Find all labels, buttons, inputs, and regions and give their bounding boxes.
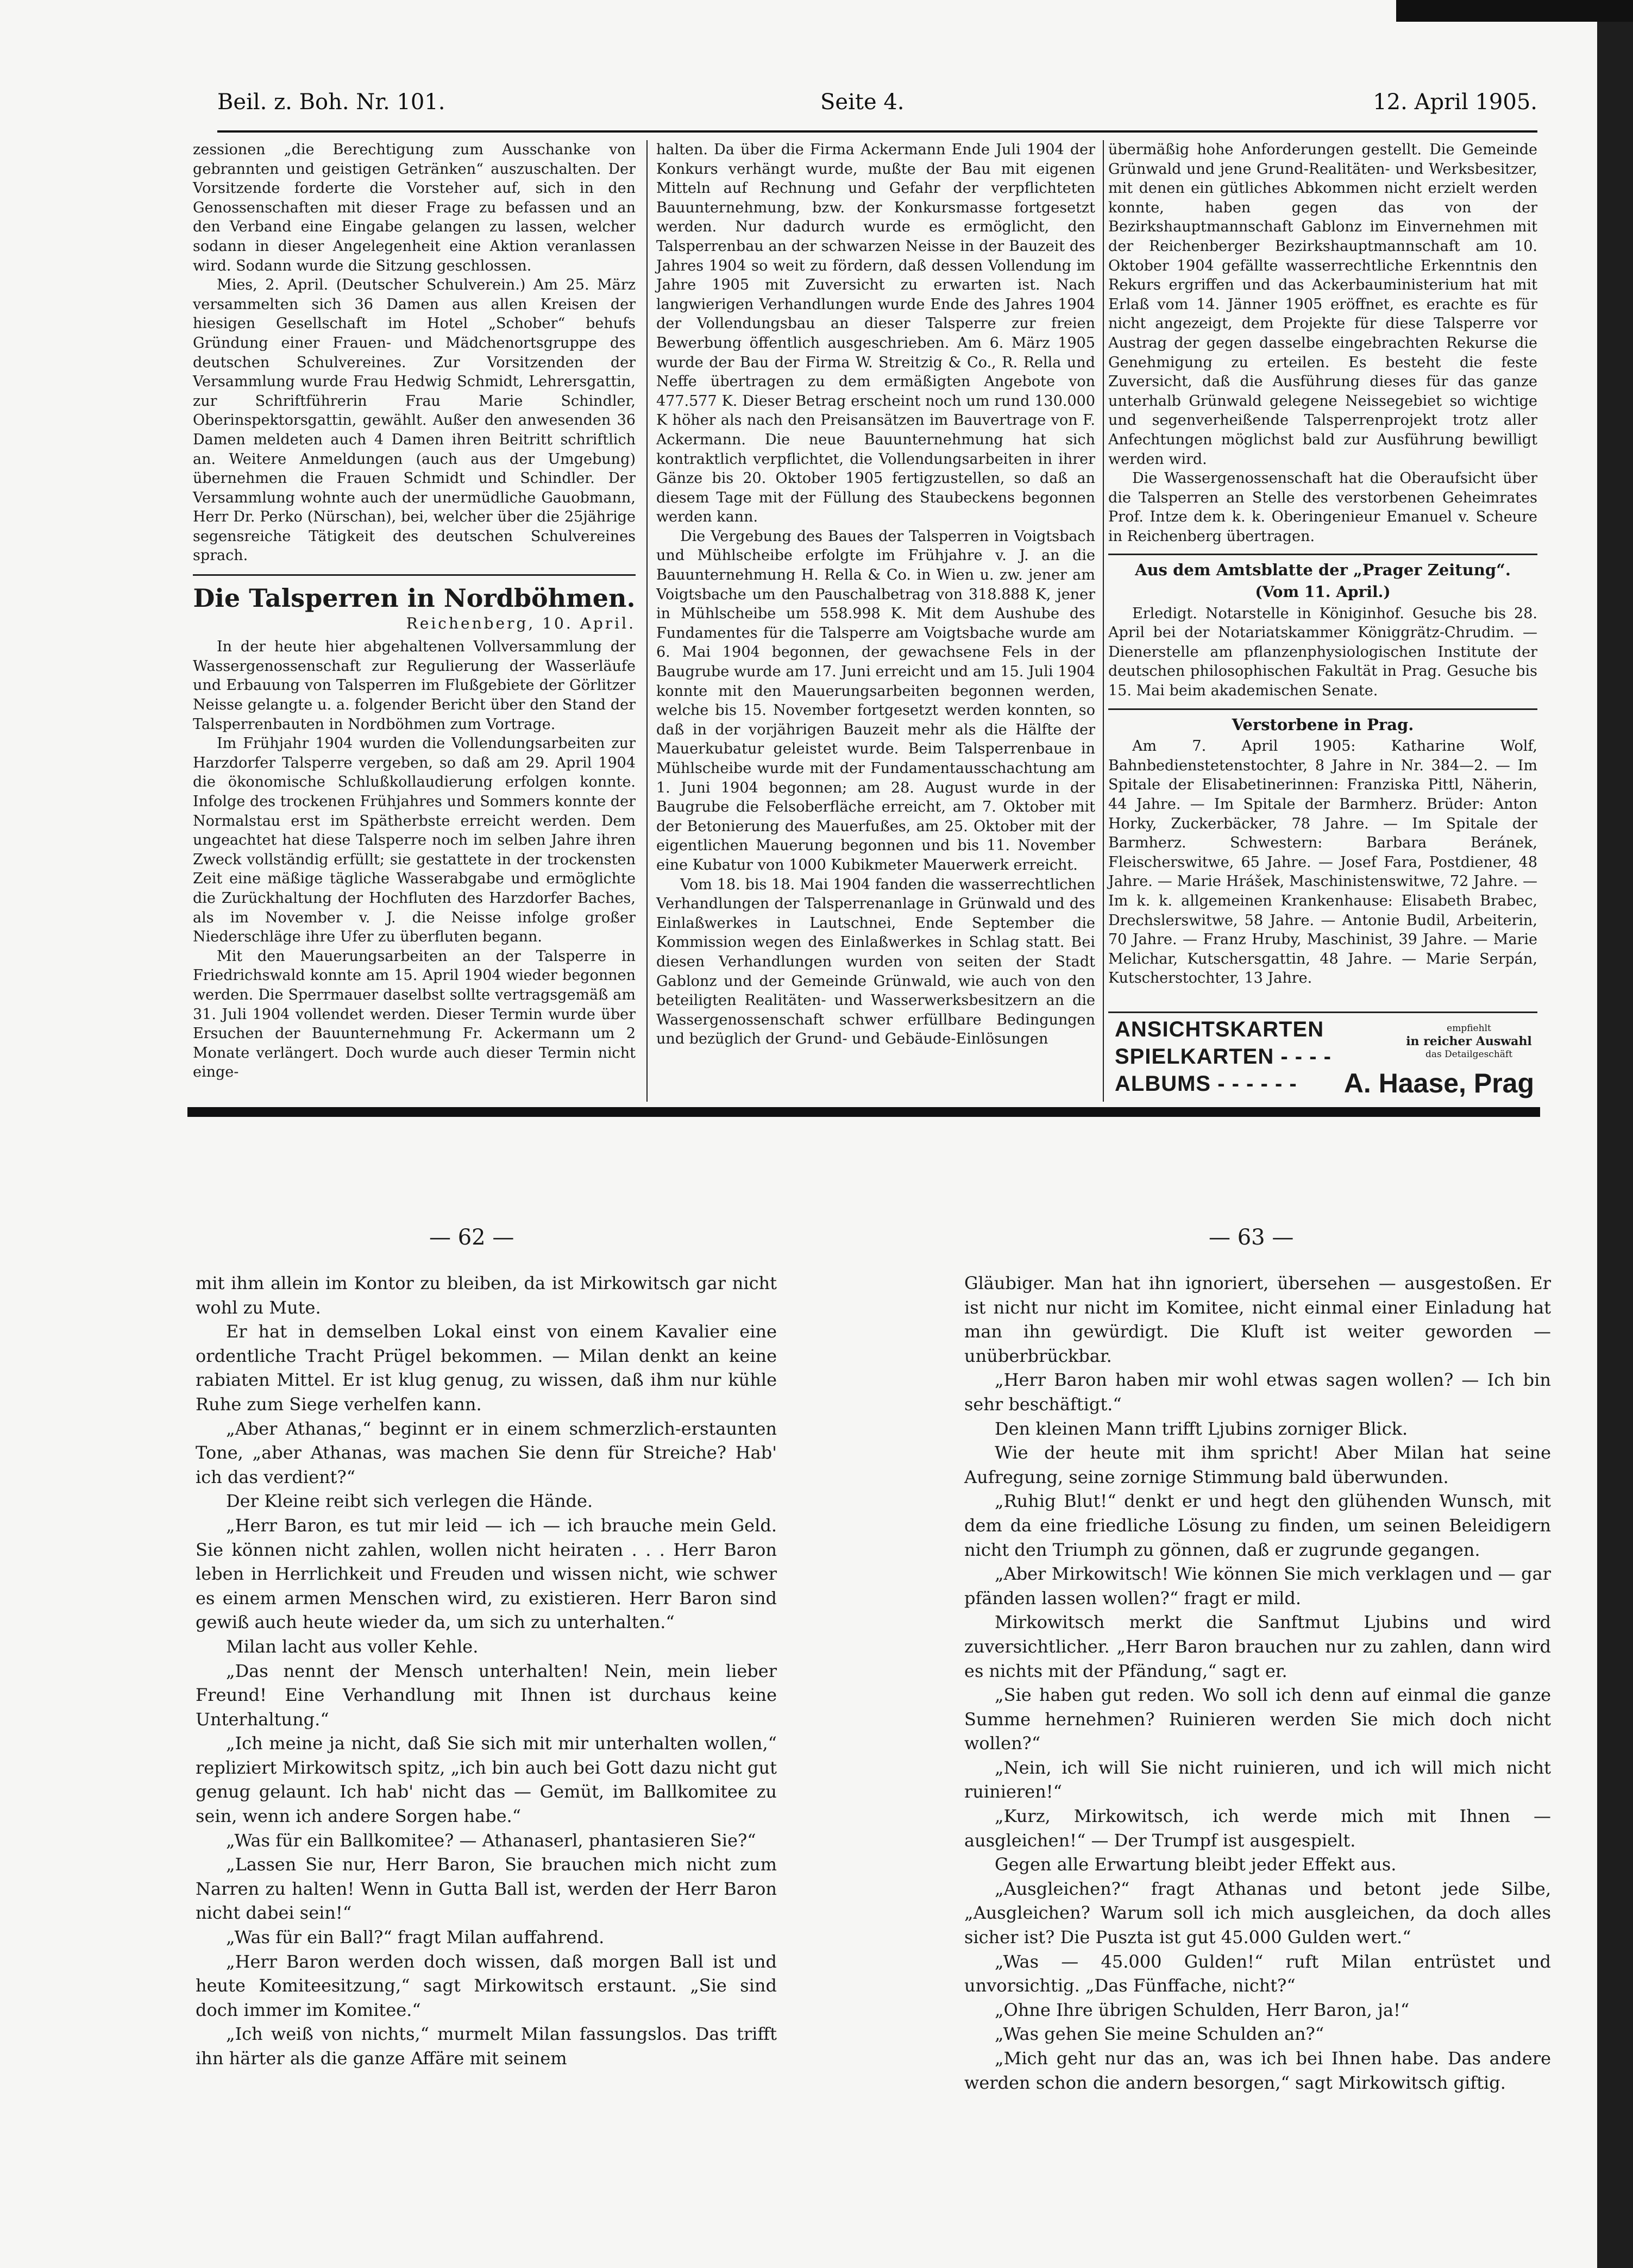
page-number-right: — 63 — [1209,1225,1294,1250]
ad-brand: A. Haase, Prag [1343,1068,1534,1098]
paragraph: „Herr Baron, es tut mir leid — ich — ich brauche mein Geld. Sie können nicht zahlen, wollen nicht heiraten . . . Herr Baron leben in Herrlichkeit und Freuden und wissen nicht, wie schwer es einem armen Menschen wird, zu existieren. Herr Baron sind gewiß auch heute wieder da, um sich zu unterhalten.“ [196,1515,777,1633]
paragraph: „Was für ein Ballkomitee? — Athanaserl, phantasieren Sie?“ [226,1830,756,1851]
paragraph: „Ruhig Blut!“ denkt er und hegt den glühenden Wunsch, mit dem da eine friedliche Lösung zu finden, um seinen Beleidigern nicht den Triumph zu gönnen, daß er zugrunde gegangen. [964,1491,1551,1560]
serial-novel-left [196,1271,777,2071]
paragraph: „Was für ein Ball?“ fragt Milan auffahrend. [226,1927,605,1948]
paragraph: „Nein, ich will Sie nicht ruinieren, und ich will mich nicht ruinieren!“ [964,1757,1551,1802]
column-divider [1103,140,1104,1102]
paragraph: Erledigt. Notarstelle in Königinhof. Gesuche bis 28. April bei der Notariatskammer Königgrätz-Chrudim. — Dienerstelle am pflanzenphysiologischen Institute der deutschen philosophischen Fakultät in Prag. Gesuche bis 15. Mai beim akademischen Senate. [1108,605,1537,700]
paragraph: „Ich meine ja nicht, daß Sie sich mit mir unterhalten wollen,“ repliziert Mirkowitsch spitz, „ich bin auch bei Gott dazu nicht gut genug gelaunt. Ich hab' nicht das — Gemüt, im Ballkomitee zu sein, wenn ich andere Sorgen habe.“ [196,1733,777,1827]
divider [193,574,636,576]
paragraph: „Was gehen Sie meine Schulden an?“ [995,2024,1324,2045]
serial-novel-right [964,1271,1551,2095]
ad-line: SPIELKARTEN - - - - [1115,1045,1331,1069]
column-1 [193,140,636,1082]
page-header [217,90,1537,122]
paragraph: Vom 18. bis 18. Mai 1904 fanden die wasserrechtlichen Verhandlungen der Talsperrenanlage in Grünwald und des Einlaßwerkes in Lautschnei, Ende September die Kommission wegen des Einlaßwerkes in Schlag statt. Bei diesen Verhandlungen wurden von seiten der Stadt Gablonz und der Gemeinde Grünwald, wie auch von den beteiligten Realitäten- und Wasserwerksbesitzern an die Wassergenossenschaft schwer erfüllbare Bedingungen und bezüglich der Grund- und Gebäude-Einlösungen [656,876,1095,1048]
paragraph: Die Vergebung des Baues der Talsperren in Voigtsbach und Mühlscheibe erfolgte im Frühjahre v. J. an die Bauunternehmung H. Rella & Co. in Wien u. zw. jener am Voigtsbache um den Pauschalbetrag von 318.888 K, jener in Mühlscheibe um 558.998 K. Mit dem Aushube des Fundamentes für die Talsperre am Voigtsbache wurde am 6. Mai 1904 begonnen, der gewachsene Fels in der Baugrube wurde am 17. Juni erreicht und am 15. Juli 1904 konnte mit den Mauerungsarbeiten begonnen werden, welche bis 15. November fortgesetzt werden konnten, so daß in der vorjährigen Bauzeit mehr als die Hälfte der Mauerkubatur geleistet wurde. Beim Talsperrenbaue in Mühlscheibe wurde mit der Fundamentausschachtung am 1. Juni 1904 begonnen; am 28. August wurde in der Baugrube die Felsoberfläche erreicht, am 7. Oktober mit der Betonierung des Mauerfußes, am 25. Oktober mit der eigentlichen Mauerung begonnen und bis 11. November eine Kubatur von 1000 Kubikmeter Mauerwerk erreicht. [656,527,1095,874]
section-heading: Verstorbene in Prag. [1108,708,1537,735]
paragraph: Er hat in demselben Lokal einst von einem Kavalier eine ordentliche Tracht Prügel bekommen. — Milan denkt an keine rabiaten Mittel. Er ist klug genug, zu wissen, daß ihm nur kühle Ruhe zum Siege verhelfen kann. [196,1321,777,1415]
paragraph: Der Kleine reibt sich verlegen die Hände. [226,1491,593,1512]
header-rule [217,130,1537,133]
paragraph: Am 7. April 1905: Katharine Wolf, Bahnbedienstetenstochter, 8 Jahre in Nr. 384—2. — Im Spitale der Elisabetinerinnen: Franziska Pittl, Näherin, 44 Jahre. — Im Spitale der Barmherz. Brüder: Anton Horky, Zuckerbäcker, 78 Jahre. — Im Spitale der Barmherz. Schwestern: Barbara Beránek, Fleischerswitwe, 65 Jahre. — Josef Fara, Postdiener, 48 Jahre. — Marie Hrášek, Maschinistenswitwe, 72 Jahre. — Im k. k. allgemeinen Krankenhause: Elisabeth Brabec, Drechslerswitwe, 58 Jahre. — Antonie Budil, Arbeiterin, 70 Jahre. — Franz Hruby, Maschinist, 39 Jahre. — Marie Melichar, Kutschersgattin, 48 Jahre. — Marie Serpán, Kutscherstochter, 13 Jahre. [1108,738,1537,987]
advertisement [1108,1012,1537,1100]
paragraph: „Herr Baron haben mir wohl etwas sagen wollen? — Ich bin sehr beschäftigt.“ [964,1369,1551,1415]
paragraph: Im Frühjahr 1904 wurden die Vollendungsarbeiten zur Harzdorfer Talsperre vergeben, so daß am 29. April 1904 die ökonomische Schlußkollaudierung erfolgen konnte. Infolge des trockenen Frühjahres und Sommers konnte der Normalstau erst im Spätherbste erreicht werden. Dem ungeachtet hat diese Talsperre noch im selben Jahre ihren Zweck vollständig erfüllt; sie gestattete in der trockensten Zeit eine mäßige tägliche Wasserabgabe und ermöglichte die Zurückhaltung der Hochfluten des Harzdorfer Baches, als im November v. J. die Neisse infolge großer Niederschläge ihre Ufer zu überfluten begann. [193,735,636,946]
paragraph: Mies, 2. April. (Deutscher Schulverein.) Am 25. März versammelten sich 36 Damen aus allen Kreisen der hiesigen Gesellschaft im Hotel „Schober“ behufs Gründung einer Frauen- und Mädchenortsgruppe des deutschen Schulvereines. Zur Vorsitzenden der Versammlung wurde Frau Hedwig Schmidt, Lehrersgattin, zur Schriftführerin Frau Marie Schindler, Oberinspektorsgattin, gewählt. Außer den anwesenden 36 Damen meldeten auch 4 Damen ihren Beitritt schriftlich an. Weitere Anmeldungen (auch aus der Umgebung) übernehmen die Frauen Schmidt und Schindler. Der Versammlung wohnte auch der unermüdliche Gauobmann, Herr Dr. Perko (Nürschan), bei, welcher über die 25jährige segensreiche Tätigkeit des deutschen Schulvereines sprach. [193,277,636,564]
section-rule [187,1107,1540,1117]
scan-edge [1597,0,1633,2268]
paragraph: „Aber Athanas,“ beginnt er in einem schmerzlich-erstaunten Tone, „aber Athanas, was machen Sie denn für Streiche? Hab' ich das verdient?“ [196,1418,777,1487]
header-date: 12. April 1905. [1373,90,1537,115]
paragraph: In der heute hier abgehaltenen Vollversammlung der Wassergenossenschaft zur Regulierung der Wasserläufe und Erbauung von Talsperren im Flußgebiete der Görlitzer Neisse gelangte u. a. folgender Bericht über den Stand der Talsperrenbauten in Nordböhmen zum Vortrage. [193,638,636,733]
paragraph: „Ich weiß von nichts,“ murmelt Milan fassungslos. Das trifft ihn härter als die ganze Affäre mit seinem [196,2024,777,2069]
paragraph: Gegen alle Erwartung bleibt jeder Effekt aus. [995,1854,1397,1875]
paragraph: „Ohne Ihre übrigen Schulden, Herr Baron, ja!“ [995,1999,1410,2020]
paragraph: „Sie haben gut reden. Wo soll ich denn auf einmal die ganze Summe hernehmen? Ruinieren werden Sie mich doch nicht wollen?“ [964,1685,1551,1754]
ad-rec-line: in reicher Auswahl [1406,1034,1532,1048]
paragraph: Den kleinen Mann trifft Ljubins zorniger Blick. [995,1418,1408,1439]
dateline: Reichenberg, 10. April. [406,614,636,632]
paragraph: übermäßig hohe Anforderungen gestellt. Die Gemeinde Grünwald und jene Grund-Realitäten- und Werksbesitzer, mit denen ein gütliches Abkommen nicht erzielt werden konnte, haben gegen das von der Bezirkshauptmannschaft Gablonz im Einvernehmen mit der Reichenberger Bezirkshauptmannschaft am 10. Oktober 1904 gefällte wasserrechtliche Erkenntnis den Rekurs ergriffen und das Ackerbauministerium hat mit Erlaß vom 14. Jänner 1905 eröffnet, es erachte es für nicht angezeigt, dem Projekte für diese Talsperre vor Austrag der gegen dasselbe eingebrachten Rekurse die Genehmigung zu erteilen. Es besteht die feste Zuversicht, daß die Ausführung dieses für das ganze unterhalb Grünwald gelegene Neissegebiet so wichtige und segenverheißende Talsperrenprojekt trotz aller Anfechtungen möglichst bald zur Ausführung bewilligt werden wird. [1108,141,1537,468]
section-subheading: (Vom 11. April.) [1255,583,1391,601]
paragraph: „Lassen Sie nur, Herr Baron, Sie brauchen mich nicht zum Narren zu halten! Wenn in Gutta Ball ist, werden der Herr Baron nicht dabei sein!“ [196,1854,777,1924]
header-page: Seite 4. [820,90,905,115]
paragraph: „Mich geht nur das an, was ich bei Ihnen habe. Das andere werden schon die andern besorgen,“ sagt Mirkowitsch giftig. [964,2048,1551,2093]
header-supplement: Beil. z. Boh. Nr. 101. [217,90,445,115]
paragraph: Die Wassergenossenschaft hat die Oberaufsicht über die Talsperren an Stelle des verstorbenen Geheimrates Prof. Intze dem k. k. Oberingenieur Emanuel v. Scheure in Reichenberg übertragen. [1108,470,1537,545]
paragraph: „Ausgleichen?“ fragt Athanas und betont jede Silbe, „Ausgleichen? Warum soll ich mich ausgleichen, da doch alles sicher ist? Die Puszta ist gut 45.000 Gulden wert.“ [964,1878,1551,1948]
paragraph: „Das nennt der Mensch unterhalten! Nein, mein lieber Freund! Eine Verhandlung mit Ihnen ist durchaus keine Unterhaltung.“ [196,1660,777,1730]
scan-edge [1396,0,1633,22]
paragraph: „Aber Mirkowitsch! Wie können Sie mich verklagen und — gar pfänden lassen wollen?“ fragt er mild. [964,1563,1551,1609]
ad-rec-line: das Detailgeschäft [1425,1049,1513,1060]
ad-recommendation [1404,1022,1534,1061]
article-title: Die Talsperren in Nordböhmen. [193,583,636,613]
column-2 [656,140,1095,1049]
paragraph: Milan lacht aus voller Kehle. [226,1636,479,1657]
paragraph: Wie der heute mit ihm spricht! Aber Milan hat seine Aufregung, seine zornige Stimmung bald überwunden. [964,1442,1551,1487]
paragraph: mit ihm allein im Kontor zu bleiben, da ist Mirkowitsch gar nicht wohl zu Mute. [196,1273,777,1318]
paragraph: Mirkowitsch merkt die Sanftmut Ljubins und wird zuversichtlicher. „Herr Baron brauchen nur zu zahlen, dann wird es nichts mit der Pfändung,“ sagt er. [964,1612,1551,1681]
ad-rec-line: empfiehlt [1447,1023,1491,1034]
section-heading: Aus dem Amtsblatte der „Prager Zeitung“. [1108,554,1537,580]
paragraph: „Herr Baron werden doch wissen, daß morgen Ball ist und heute Komiteesitzung,“ sagt Mirkowitsch erstaunt. „Sie sind doch immer im Komitee.“ [196,1951,777,2020]
ad-line: ALBUMS - - - - - - [1115,1072,1297,1096]
paragraph: Mit den Mauerungsarbeiten an der Talsperre in Friedrichswald konnte am 15. April 1904 wieder begonnen werden. Die Sperrmauer daselbst sollte vertragsgemäß am 31. Juli 1904 vollendet werden. Dieser Termin wurde über Ersuchen der Bauunternehmung Fr. Ackermann um 2 Monate verlängert. Doch wurde auch dieser Termin nicht einge- [193,947,636,1081]
page-number-left: — 62 — [429,1225,514,1250]
paragraph: zessionen „die Berechtigung zum Ausschanke von gebrannten und geistigen Getränken“ auszuschalten. Der Vorsitzende forderte die Vorsteher auf, sich in den Genossenschaften mit dieser Frage zu befassen und an den Verband eine Eingabe gelangen zu lassen, welcher sodann in dieser Angelegenheit eine Aktion veranlassen wird. Sodann wurde die Sitzung geschlossen. [193,141,636,274]
paragraph: halten. Da über die Firma Ackermann Ende Juli 1904 der Konkurs verhängt wurde, mußte der Bau mit eigenen Mitteln auf Rechnung und Gefahr der verpflichteten Bauunternehmung, bzw. der Konkursmasse fortgesetzt werden. Nur dadurch wurde es ermöglicht, den Talsperrenbau an der schwarzen Neisse in der Bauzeit des Jahres 1904 so weit zu fördern, daß dessen Vollendung im Jahre 1905 mit Zuversicht zu erwarten ist. Nach langwierigen Verhandlungen wurde Ende des Jahres 1904 der Vollendungsbau an dieser Talsperre zur freien Bewerbung öffentlich ausgeschrieben. Am 6. März 1905 wurde der Bau der Firma W. Streitzig & Co., R. Rella und Neffe übertragen zu dem ermäßigten Angebote von 477.577 K. Dieser Betrag erscheint noch um rund 130.000 K höher als nach den Preisansätzen im Bauvertrage von F. Ackermann. Die neue Bauunternehmung hat sich kontraktlich verpflichtet, die Vollendungsarbeiten in ihrer Gänze bis 20. Oktober 1905 fertigzustellen, so daß an diesem Tage mit der Füllung des Staubeckens begonnen werden kann. [656,141,1095,526]
paragraph: „Was — 45.000 Gulden!“ ruft Milan entrüstet und unvorsichtig. „Das Fünffache, nicht?“ [964,1951,1551,1996]
paragraph: Gläubiger. Man hat ihn ignoriert, übersehen — ausgestoßen. Er ist nicht nur nicht im Komitee, nicht einmal einer Einladung hat man ihn gewürdigt. Die Kluft ist weiter geworden — unüberbrückbar. [964,1273,1551,1366]
paragraph: „Kurz, Mirkowitsch, ich werde mich mit Ihnen — ausgleichen!“ — Der Trumpf ist ausgespielt. [964,1806,1551,1851]
ad-line: ANSICHTSKARTEN [1115,1017,1324,1041]
column-3 [1108,140,1537,988]
column-divider [646,140,648,1102]
